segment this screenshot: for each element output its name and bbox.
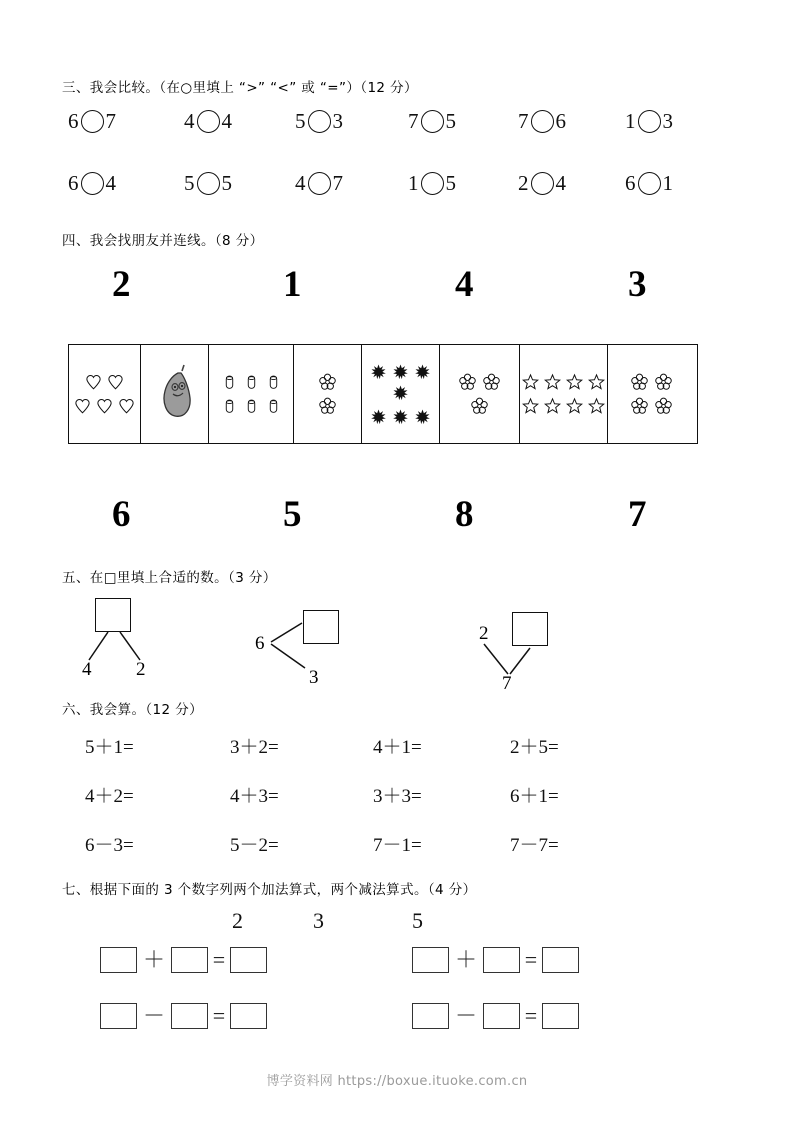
star-icon — [544, 397, 561, 415]
comparison-right-number: 1 — [662, 171, 673, 195]
section-3-heading: 三、我会比较。（在○里填上 “>” “<” 或 “=”）（12 分） — [62, 80, 418, 96]
calc-expression[interactable]: 6＋1= — [510, 786, 559, 807]
cylinder-icon — [243, 397, 260, 415]
equals-symbol: = — [524, 947, 538, 972]
pear-icon — [152, 364, 198, 425]
operator-symbol: － — [142, 1003, 165, 1028]
dark-flower-icon — [392, 384, 409, 402]
source-number: 5 — [412, 908, 423, 933]
equation-box[interactable] — [230, 947, 267, 973]
comparison-right-number: 4 — [555, 171, 566, 195]
comparison-answer-circle[interactable] — [531, 172, 554, 195]
flower-icon — [318, 397, 337, 415]
section-5-heading: 五、在□里填上合适的数。（3 分） — [62, 570, 277, 586]
section-7-numbers — [0, 910, 794, 940]
number-bond-3 — [470, 606, 630, 701]
bond-1-left-number: 4 — [82, 659, 92, 680]
comparison-answer-circle[interactable] — [308, 172, 331, 195]
comparison-item — [625, 172, 673, 195]
equation-box[interactable] — [542, 1003, 579, 1029]
heart-icon — [118, 397, 135, 415]
picture-cell-glyphs — [610, 373, 693, 415]
dark-flower-icon — [370, 408, 387, 426]
calc-expression[interactable]: 5－2= — [230, 835, 279, 856]
bond-2-lower-number: 3 — [309, 667, 319, 688]
calc-expression[interactable]: 7－1= — [373, 835, 422, 856]
comparison-right-number: 7 — [332, 171, 343, 195]
bond-2-lines — [255, 606, 415, 696]
match-number-top[interactable]: 4 — [455, 264, 474, 305]
operator-symbol: ＋ — [454, 947, 477, 972]
comparison-right-number: 3 — [662, 109, 673, 133]
equals-symbol: = — [212, 1003, 226, 1028]
picture-cell-glyphs — [71, 373, 138, 415]
calc-expression[interactable]: 2＋5= — [510, 737, 559, 758]
comparison-item — [295, 172, 343, 195]
picture-cell-glyphs — [364, 363, 437, 426]
cylinder-icon — [243, 373, 260, 391]
equation-box[interactable] — [483, 1003, 520, 1029]
comparison-right-number: 7 — [105, 109, 116, 133]
comparison-item — [295, 110, 343, 133]
flower-icon — [630, 373, 649, 391]
dark-flower-icon — [392, 408, 409, 426]
picture-cell-glyphs — [143, 364, 206, 425]
number-bond-2 — [255, 606, 415, 696]
picture-cell[interactable] — [520, 345, 608, 443]
heart-icon — [96, 397, 113, 415]
heart-icon — [74, 397, 91, 415]
match-number-top[interactable]: 2 — [112, 264, 131, 305]
source-number: 3 — [313, 908, 324, 933]
comparison-left-number: 6 — [625, 171, 636, 195]
star-icon — [566, 373, 583, 391]
picture-cell[interactable] — [209, 345, 294, 443]
flower-icon — [318, 373, 337, 391]
comparison-left-number: 7 — [518, 109, 529, 133]
cylinder-icon — [265, 373, 282, 391]
section-4-heading: 四、我会找朋友并连线。（8 分） — [62, 233, 264, 249]
comparison-answer-circle[interactable] — [308, 110, 331, 133]
comparison-right-number: 5 — [221, 171, 232, 195]
comparison-answer-circle[interactable] — [421, 172, 444, 195]
comparison-item — [408, 172, 456, 195]
comparison-left-number: 4 — [295, 171, 306, 195]
cylinder-icon — [265, 397, 282, 415]
dark-flower-icon — [392, 363, 409, 381]
equation-box[interactable] — [100, 947, 137, 973]
equation-box[interactable] — [230, 1003, 267, 1029]
operator-symbol: － — [454, 1003, 477, 1028]
flower-icon — [654, 373, 673, 391]
section-7-heading: 七、根据下面的 3 个数字列两个加法算式，两个减法算式。（4 分） — [62, 882, 477, 898]
comparison-left-number: 1 — [625, 109, 636, 133]
flower-icon — [470, 397, 489, 415]
equation-box[interactable] — [542, 947, 579, 973]
bond-1-right-number: 2 — [136, 659, 146, 680]
match-number-bottom[interactable]: 8 — [455, 494, 474, 535]
picture-cell-glyphs — [211, 373, 291, 415]
picture-cell[interactable] — [608, 345, 695, 443]
match-number-bottom[interactable]: 5 — [283, 494, 302, 535]
star-icon — [522, 397, 539, 415]
bond-2-total-number: 6 — [255, 633, 265, 654]
comparison-answer-circle[interactable] — [197, 110, 220, 133]
flower-icon — [482, 373, 501, 391]
comparison-left-number: 1 — [408, 171, 419, 195]
comparison-answer-circle[interactable] — [531, 110, 554, 133]
cylinder-icon — [221, 373, 238, 391]
picture-cell-glyphs — [442, 373, 517, 415]
comparison-left-number: 6 — [68, 109, 79, 133]
comparison-answer-circle[interactable] — [81, 172, 104, 195]
calc-expression[interactable]: 4＋1= — [373, 737, 422, 758]
star-icon — [588, 397, 605, 415]
heart-icon — [107, 373, 124, 391]
comparison-left-number: 7 — [408, 109, 419, 133]
calc-expression[interactable]: 3＋3= — [373, 786, 422, 807]
comparison-item — [625, 110, 673, 133]
comparison-answer-circle[interactable] — [197, 172, 220, 195]
picture-cell-glyphs — [522, 373, 605, 415]
equation-row-3 — [100, 1003, 267, 1029]
match-top-numbers — [0, 266, 794, 316]
equation-row-2 — [412, 947, 579, 973]
calc-expression[interactable]: 3＋2= — [230, 737, 279, 758]
picture-cell[interactable] — [69, 345, 141, 443]
equation-box[interactable] — [483, 947, 520, 973]
comparison-item — [518, 110, 566, 133]
calc-expression[interactable]: 6－3= — [85, 835, 134, 856]
source-number: 2 — [232, 908, 243, 933]
calc-expression[interactable]: 5＋1= — [85, 737, 134, 758]
heart-icon — [85, 373, 102, 391]
comparison-left-number: 5 — [295, 109, 306, 133]
picture-cell[interactable] — [294, 345, 362, 443]
comparison-left-number: 2 — [518, 171, 529, 195]
calc-expression[interactable]: 4＋3= — [230, 786, 279, 807]
bond-3-left-number: 2 — [479, 623, 489, 644]
dark-flower-icon — [414, 363, 431, 381]
dark-flower-icon — [414, 408, 431, 426]
star-icon — [544, 373, 561, 391]
site-watermark: 博学资料网 https://boxue.ituoke.com.cn — [266, 1074, 528, 1089]
cylinder-icon — [221, 397, 238, 415]
section-6-heading: 六、我会算。（12 分） — [62, 702, 204, 718]
comparison-left-number: 6 — [68, 171, 79, 195]
calc-expression[interactable]: 4＋2= — [85, 786, 134, 807]
bond-3-lines — [470, 606, 630, 701]
comparison-item — [518, 172, 566, 195]
bond-3-lower-number: 7 — [502, 673, 512, 694]
comparison-answer-circle[interactable] — [81, 110, 104, 133]
operator-symbol: ＋ — [142, 947, 165, 972]
equation-box[interactable] — [171, 947, 208, 973]
comparison-answer-circle[interactable] — [638, 110, 661, 133]
dark-flower-icon — [370, 363, 387, 381]
comparison-answer-circle[interactable] — [421, 110, 444, 133]
comparison-left-number: 4 — [184, 109, 195, 133]
star-icon — [588, 373, 605, 391]
calc-expression[interactable]: 7－7= — [510, 835, 559, 856]
star-icon — [566, 397, 583, 415]
comparison-right-number: 5 — [445, 171, 456, 195]
equals-symbol: = — [524, 1003, 538, 1028]
picture-cell[interactable] — [362, 345, 440, 443]
flower-icon — [458, 373, 477, 391]
number-bond-1 — [60, 598, 220, 688]
comparison-right-number: 5 — [445, 109, 456, 133]
flower-icon — [630, 397, 649, 415]
match-number-bottom[interactable]: 6 — [112, 494, 131, 535]
comparison-item — [68, 172, 116, 195]
star-icon — [522, 373, 539, 391]
match-number-bottom[interactable]: 7 — [628, 494, 647, 535]
comparison-left-number: 5 — [184, 171, 195, 195]
equals-symbol: = — [212, 947, 226, 972]
match-number-top[interactable]: 1 — [283, 264, 302, 305]
equation-box[interactable] — [412, 947, 449, 973]
comparison-right-number: 4 — [221, 109, 232, 133]
equation-box[interactable] — [171, 1003, 208, 1029]
flower-icon — [654, 397, 673, 415]
comparison-right-number: 3 — [332, 109, 343, 133]
comparison-item — [408, 110, 456, 133]
picture-cell[interactable] — [141, 345, 209, 443]
equation-row-4 — [412, 1003, 579, 1029]
comparison-item — [184, 110, 232, 133]
comparison-item — [184, 172, 232, 195]
picture-cell-glyphs — [296, 373, 359, 415]
picture-match-table — [68, 344, 698, 444]
equation-row-1 — [100, 947, 267, 973]
comparison-right-number: 6 — [555, 109, 566, 133]
comparison-answer-circle[interactable] — [638, 172, 661, 195]
comparison-item — [68, 110, 116, 133]
match-bottom-numbers — [0, 496, 794, 546]
picture-cell[interactable] — [440, 345, 520, 443]
match-number-top[interactable]: 3 — [628, 264, 647, 305]
equation-box[interactable] — [412, 1003, 449, 1029]
comparison-right-number: 4 — [105, 171, 116, 195]
equation-box[interactable] — [100, 1003, 137, 1029]
